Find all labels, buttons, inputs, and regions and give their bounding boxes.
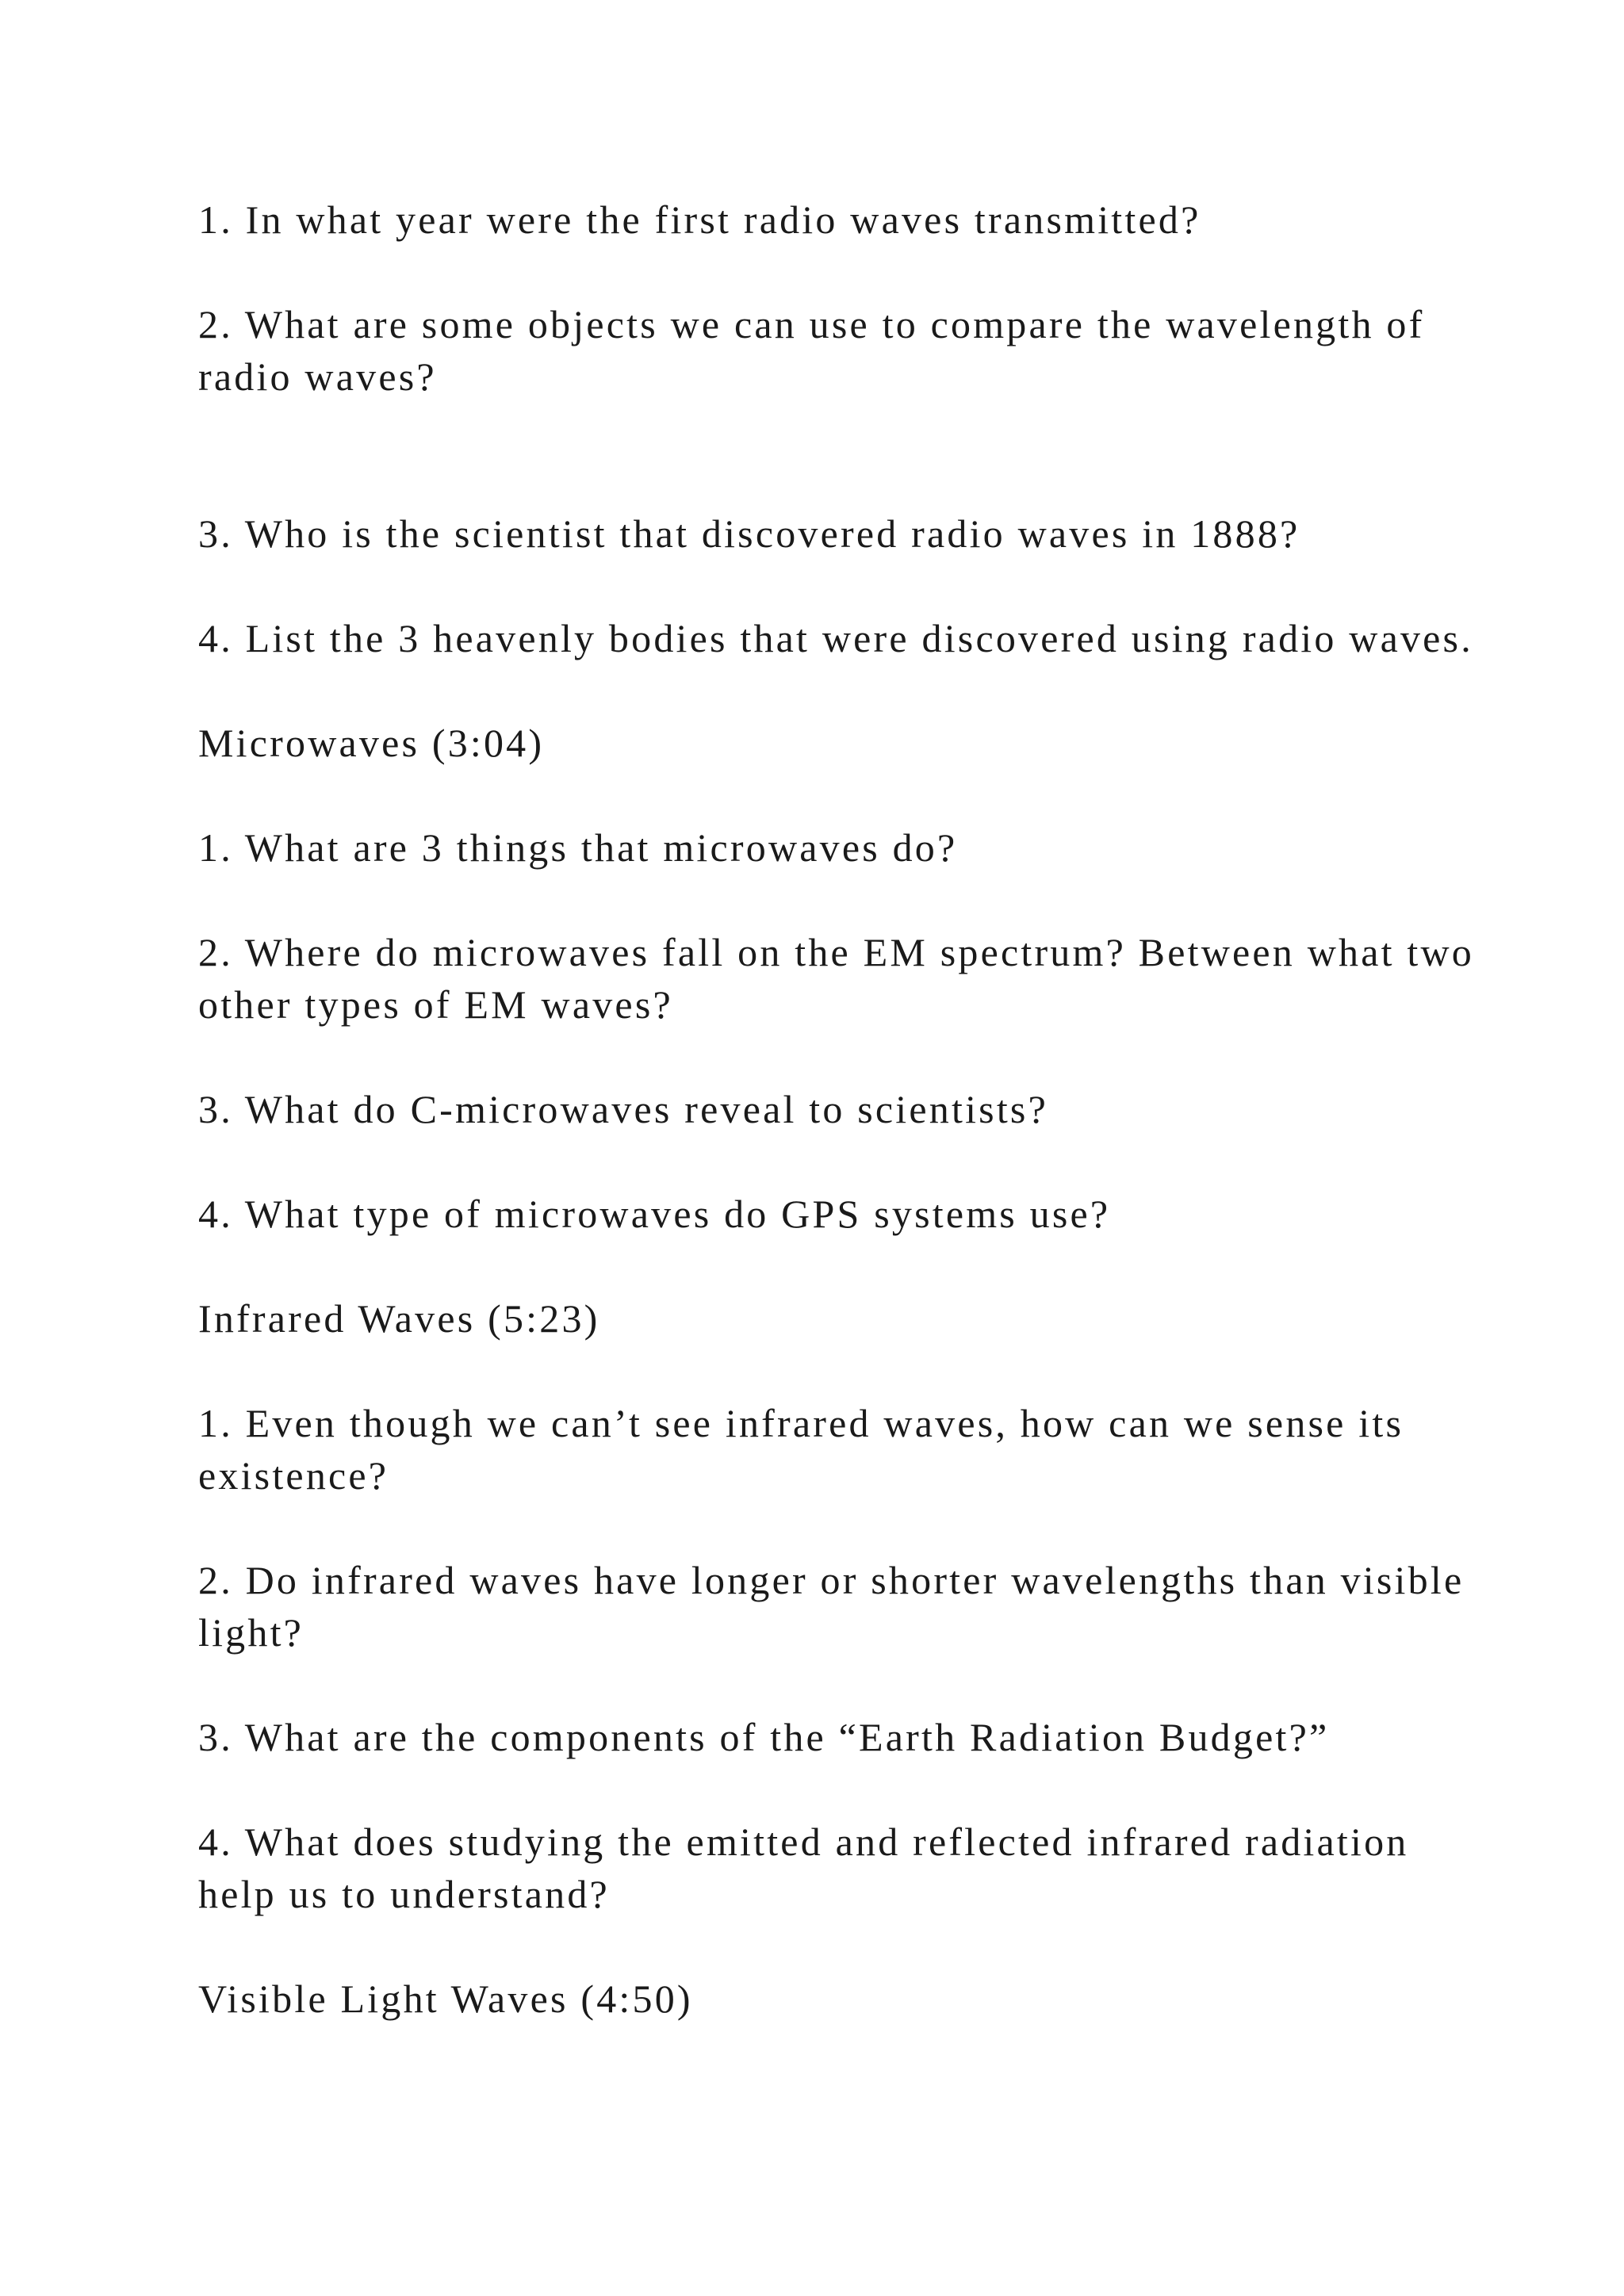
microwaves-question-4: 4. What type of microwaves do GPS systems use? bbox=[198, 1192, 1111, 1236]
infrared-question-1: 1. Even though we can’t see infrared waves, how can we sense its existence? bbox=[198, 1401, 1404, 1498]
radio-question-4: 4. List the 3 heavenly bodies that were discovered using radio waves. bbox=[198, 616, 1473, 660]
radio-question-1: 1. In what year were the first radio waves transmitted? bbox=[198, 197, 1201, 242]
infrared-question-2: 2. Do infrared waves have longer or shorter wavelengths than visible light? bbox=[198, 1558, 1465, 1655]
microwaves-question-3: 3. What do C-microwaves reveal to scientists? bbox=[198, 1087, 1048, 1131]
microwaves-heading: Microwaves (3:04) bbox=[198, 721, 545, 765]
infrared-question-4: 4. What does studying the emitted and reflected infrared radiation help us to understand? bbox=[198, 1820, 1409, 1916]
radio-question-3: 3. Who is the scientist that discovered radio waves in 1888? bbox=[198, 511, 1300, 556]
visible-light-heading: Visible Light Waves (4:50) bbox=[198, 1976, 693, 2021]
radio-question-2: 2. What are some objects we can use to compare the wavelength of radio waves? bbox=[198, 302, 1425, 399]
microwaves-question-1: 1. What are 3 things that microwaves do? bbox=[198, 825, 958, 870]
infrared-heading: Infrared Waves (5:23) bbox=[198, 1296, 600, 1341]
microwaves-question-2: 2. Where do microwaves fall on the EM spectrum? Between what two other types of EM waves? bbox=[198, 930, 1474, 1027]
document-page bbox=[198, 193, 1483, 2025]
infrared-question-3: 3. What are the components of the “Earth Radiation Budget?” bbox=[198, 1715, 1330, 1759]
